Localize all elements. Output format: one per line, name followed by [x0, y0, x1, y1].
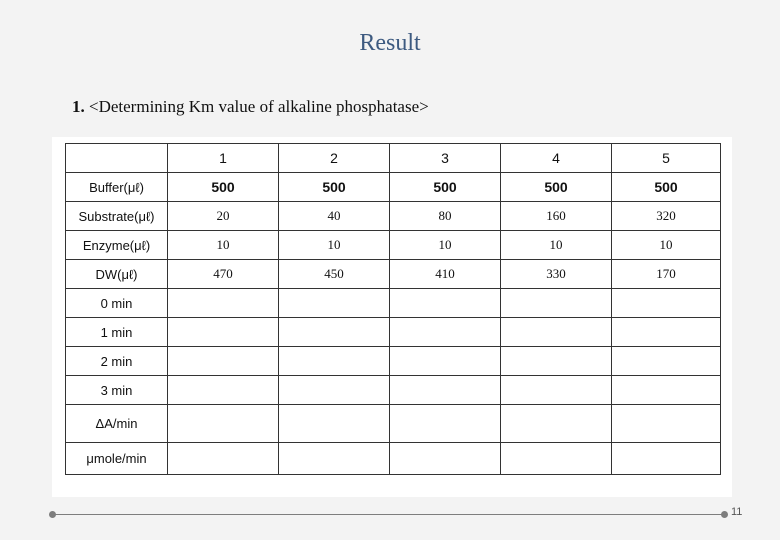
header-cell: 4: [501, 144, 612, 173]
table-cell: [279, 376, 390, 405]
table-cell: 80: [390, 202, 501, 231]
table-cell: 10: [390, 231, 501, 260]
table-cell: [501, 347, 612, 376]
table-cell: [390, 318, 501, 347]
table-cell: 500: [501, 173, 612, 202]
table-cell: [390, 443, 501, 475]
table-cell: [501, 289, 612, 318]
table-row: [66, 231, 721, 260]
subtitle-number: 1.: [72, 97, 85, 116]
subtitle: [72, 97, 429, 117]
table-cell: [168, 347, 279, 376]
table-cell: [501, 376, 612, 405]
header-cell: 3: [390, 144, 501, 173]
table-cell: [390, 376, 501, 405]
table-cell: [279, 318, 390, 347]
table-row: [66, 260, 721, 289]
header-cell: 1: [168, 144, 279, 173]
table-cell: 330: [501, 260, 612, 289]
row-label: Substrate(μℓ): [66, 202, 168, 231]
header-cell: 2: [279, 144, 390, 173]
table-cell: [168, 405, 279, 443]
table-cell: [501, 318, 612, 347]
table-cell: 170: [612, 260, 721, 289]
table-cell: 500: [168, 173, 279, 202]
table-cell: [168, 318, 279, 347]
table-row: [66, 318, 721, 347]
table-row: [66, 202, 721, 231]
table-cell: [612, 405, 721, 443]
table-header-row: [66, 144, 721, 173]
table-cell: [612, 289, 721, 318]
table-row: [66, 376, 721, 405]
table-cell: [168, 443, 279, 475]
table-row: [66, 405, 721, 443]
table-row: [66, 443, 721, 475]
table-cell: [279, 405, 390, 443]
table-row: [66, 347, 721, 376]
table-cell: [612, 318, 721, 347]
table-cell: [612, 443, 721, 475]
row-label: 1 min: [66, 318, 168, 347]
table-cell: [501, 405, 612, 443]
table-cell: 10: [168, 231, 279, 260]
header-cell: [66, 144, 168, 173]
table-cell: [168, 289, 279, 318]
page-number: 11: [731, 506, 743, 518]
table-cell: 10: [279, 231, 390, 260]
header-cell: 5: [612, 144, 721, 173]
table-cell: [279, 347, 390, 376]
row-label: Enzyme(μℓ): [66, 231, 168, 260]
table-cell: [279, 289, 390, 318]
table-cell: 10: [612, 231, 721, 260]
table-cell: 450: [279, 260, 390, 289]
footer-divider: [52, 514, 722, 515]
table-row: [66, 173, 721, 202]
table-cell: 500: [612, 173, 721, 202]
scanned-table-image: [52, 137, 732, 497]
table-cell: [612, 347, 721, 376]
row-label: ΔA/min: [66, 405, 168, 443]
footer-dot-left: [49, 511, 56, 518]
table-cell: 20: [168, 202, 279, 231]
row-label: 3 min: [66, 376, 168, 405]
row-label: Buffer(μℓ): [66, 173, 168, 202]
table-cell: [390, 289, 501, 318]
row-label: 0 min: [66, 289, 168, 318]
row-label: 2 min: [66, 347, 168, 376]
row-label: DW(μℓ): [66, 260, 168, 289]
row-label: μmole/min: [66, 443, 168, 475]
table-cell: [390, 405, 501, 443]
slide-title: Result: [359, 30, 421, 56]
table-cell: 470: [168, 260, 279, 289]
table-cell: [279, 443, 390, 475]
table-cell: 40: [279, 202, 390, 231]
table-cell: 10: [501, 231, 612, 260]
table-cell: 500: [390, 173, 501, 202]
table-cell: [168, 376, 279, 405]
table-cell: 410: [390, 260, 501, 289]
table-row: [66, 289, 721, 318]
table-cell: [501, 443, 612, 475]
footer-dot-right: [721, 511, 728, 518]
table-cell: [612, 376, 721, 405]
table-cell: 320: [612, 202, 721, 231]
table-cell: 500: [279, 173, 390, 202]
table-cell: [390, 347, 501, 376]
subtitle-text: <Determining Km value of alkaline phosphatase>: [89, 97, 429, 116]
km-table: [65, 143, 721, 475]
table-cell: 160: [501, 202, 612, 231]
